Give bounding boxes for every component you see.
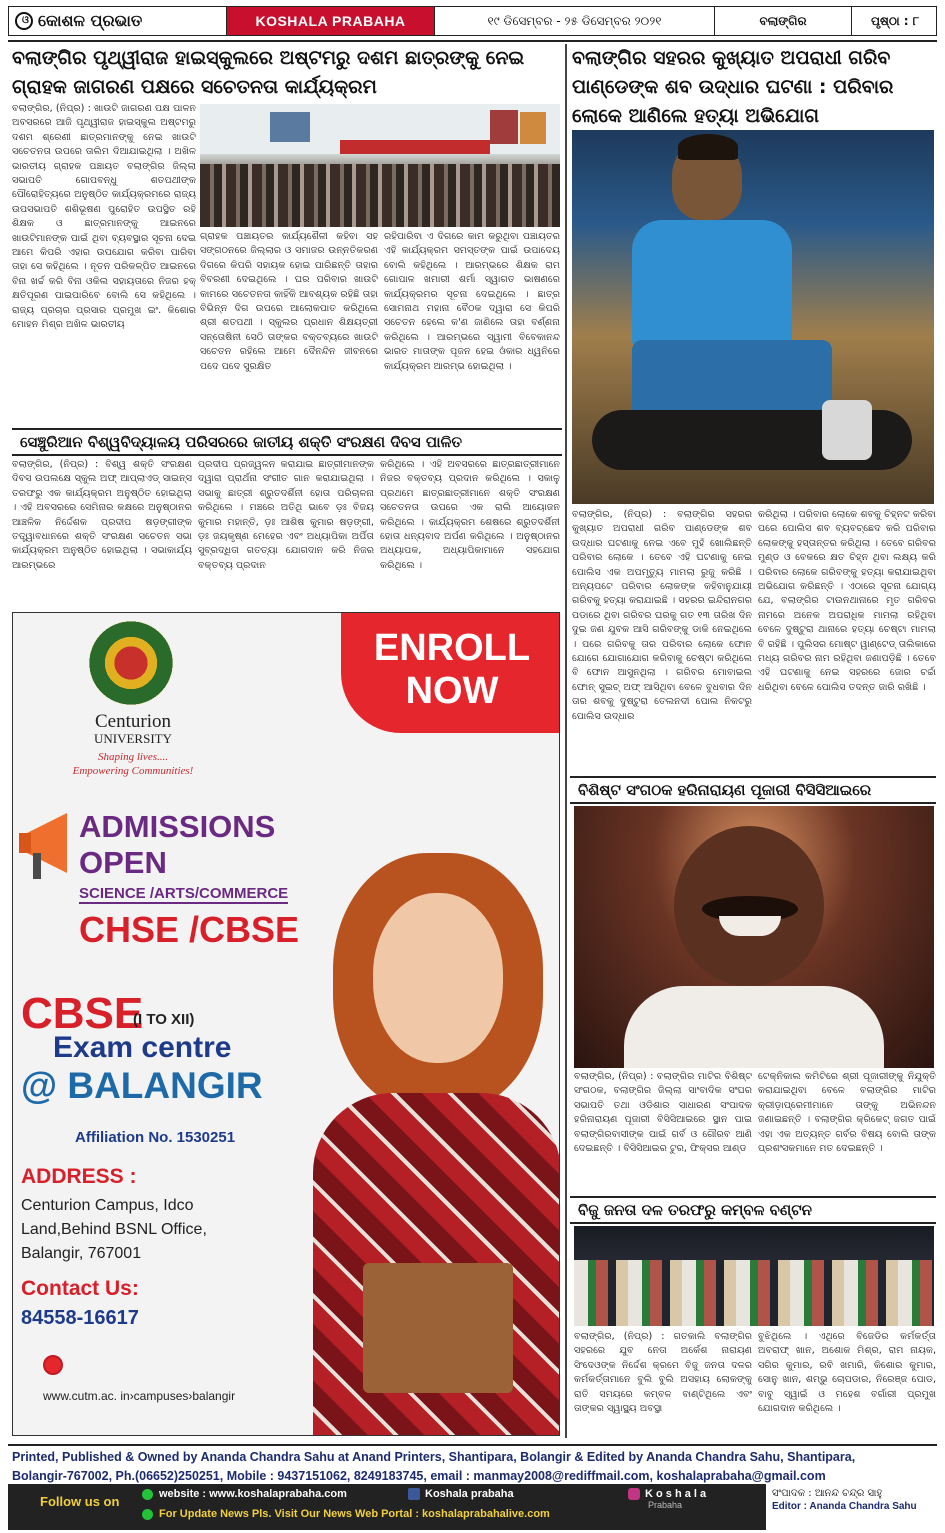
story4-headline: ବିଶିଷ୍ଟ ସଂଗଠକ ହରିନାରାୟଣ ପୂଜାରୀ ବିସିସିଆଇରେ: [570, 776, 936, 804]
masthead-page: ପୃଷ୍ଠା : ୮: [871, 13, 919, 28]
bullet-icon: [142, 1509, 153, 1520]
story3-photo: [572, 130, 934, 504]
story5-photo: [574, 1226, 934, 1326]
logo-icon: ଓ: [15, 12, 33, 30]
centurion-ad[interactable]: ENROLL NOW Centurion UNIVERSITY Shaping lives.... Empowering Communities! ADMISSIONS OPEN SCIENCE /ARTS/COMMERCE CHSE /CBSE CBSE (I TO XII) Exam centre @ BALANGIR Affiliation No. 1530251 ADDRESS : Centurion Campus, Idco Land,Behind BSNL Office, Balangir, 767001 Contact Us: 84558-16617 www.cutm.ac. in›campuses›balangir: [12, 612, 560, 1436]
story4-col2: ଟେକ୍ନିକାଲ କମିଟିରେ ଶ୍ରୀ ପୂଜାରୀଙ୍କୁ ନିଯୁକ୍ତି କରାଯାଇଥିବା ବେଳେ ବଲାଙ୍ଗିର ମାଟିର କ୍ରୀଡ଼ାପ୍ରେମୀମାନେ ତାଙ୍କୁ ଅଭିନନ୍ଦନ ଜଣାଇଛନ୍ତି । ବଲାଙ୍ଗିର କ୍ରିକେଟ୍ ଜଗତ ପାଇଁ ଏହା ଏକ ଅତ୍ୟନ୍ତ ଗର୍ବର ବିଷୟ ବୋଲି ତାଙ୍କ ପ୍ରଶଂସକମାନେ ମତ ଦେଇଛନ୍ତି ।: [758, 1071, 936, 1155]
story2-col1: ବଲାଙ୍ଗିର, (ନିପ୍ର) : ବିଶ୍ୱ ଶକ୍ତି ସଂରକ୍ଷଣ ଦିବସ ଉପଲକ୍ଷେ ସ୍କୁଲ ଅଫ୍ ଆପ୍ଲାଏଡ୍ ସାଇନ୍ସ ତରଫରୁ ଏକ କାର୍ଯ୍ୟକ୍ରମ ଅନୁଷ୍ଠିତ ହୋଇଥିଲା । ଏହି ଅବସରରେ ସେମିନାର କକ୍ଷରେ ଅନୁଷ୍ଠାନର ଆଞ୍ଚଳିକ ନିର୍ଦ୍ଦେଶକ ପ୍ରଦୀପ ଷଡ଼ଙ୍ଗୀଙ୍କ ତତ୍ତ୍ୱାବଧାନରେ ଶକ୍ତି ସଂରକ୍ଷଣ ସଚେତନ ସଭା କାର୍ଯ୍ୟକ୍ରମ ଅନୁଷ୍ଠିତ ହୋଇଥିଲା । ସଭାକାର୍ଯ୍ୟ ଆରମ୍ଭରେ: [12, 459, 192, 571]
story3-col2: କରିଥିଲା । ପରିବାର ଲୋକେ ଶବକୁ ଚିହ୍ନଟ କରିବା ପରେ ପୋଲିସ ଶବ ବ୍ୟବଚ୍ଛେଦ କରି ପରିବାର ଲୋକଙ୍କୁ ହସ୍ତାନ୍ତର କରିଥିଲା । ତେବେ ଗରିବର ମୁଣ୍ଡ ଓ ବେକରେ କ୍ଷତ ଚିହ୍ନ ଥିବା ଲକ୍ଷ୍ୟ କରି ପରିବାର ଲୋକେ ଗରିବଙ୍କୁ ହତ୍ୟା କରାଯାଇଥିବା ଅଭିଯୋଗ କରିଛନ୍ତି । ଏଠାରେ ସୂଚନା ଯୋଗ୍ୟ ଯେ, ବଲାଙ୍ଗିର ଟାଉନଥାନାରେ ମୃତ ଗରିବର ନାମରେ ଅନେକ ଅପରାଧିକ ମାମଲା ରହିଥିବା ବେଳେ ଦୁଷ୍ଟୁରା ଥାନାରେ ହତ୍ୟା ଚେଷ୍ଟା ମାମଲା ବି ରହିଛି । ପୁଲିସର ମୋଷ୍ଟ ୱାଣ୍ଟେଡ୍ ତାଲିକାରେ ମଧ୍ୟ ଗରିବର ନାମ ରହିଥିବା ଜଣାପଡ଼ିଛି । ତେବେ ଏହି ଘଟଣାକୁ ନେଇ ସହରରେ ଜୋର ଚର୍ଚ୍ଚା ଧରିଥିବା ବେଳେ ପୋଲିସ ତଦନ୍ତ ଜାରି ରଖିଛି ।: [758, 509, 936, 693]
instagram-link[interactable]: K o s h a l a: [628, 1488, 706, 1500]
story2-col3: କରିଥିଲେ । ଏହି ଅବସରରେ ଛାତ୍ରଛାତ୍ରୀମାନେ ନିଜର ବକ୍ତବ୍ୟ ପ୍ରଦାନ କରିଥିଲେ । ସକାଳୁ ପ୍ରଥମେ ଛାତ୍ରଛାତ୍ରୀମାନେ ଶକ୍ତି ସଂରକ୍ଷଣ ସଚେତନତା ଉପରେ ଏକ ରାଲି ଆୟୋଜନ କରିଥିଲେ । କାର୍ଯ୍ୟକ୍ରମ ଶେଷରେ ଶ୍ରୁତଦର୍ଶିନୀ ହୋତା ଧନ୍ୟବାଦ ଅର୍ପଣ କରିଥିଲେ । ଅନୁଷ୍ଠାନର ଅଧ୍ୟାପକ, ଅଧ୍ୟାପିକାମାନେ ସହଯୋଗ କରିଥିଲେ ।: [380, 459, 560, 571]
imprint: Printed, Published & Owned by Ananda Chandra Sahu at Anand Printers, Shantipara, Bolangir & Edited by Ananda Chandra Sahu, Shantipara, Bolangir-767002, Ph.(06652)250251, Mobile : 9437151062, 8249183745, email : manmay2008@rediffmail.com, koshalaprabaha@gmail.com: [8, 1444, 937, 1487]
story5-col1: ବଲାଙ୍ଗିର, (ନିପ୍ର) : ଗତକାଲି ବଲାଙ୍ଗିର ସହରରେ ଯୁବ ନେତା ଅର୍କେଶ ନାରାୟଣ ସିଂଦେଓଙ୍କ ନିର୍ଦ୍ଦେଶ କ୍ରମେ ବିଜୁ ଜନତା ଦଳର କର୍ମକର୍ତ୍ତାମାନେ ବୁଲି ବୁଲି ଅସହାୟ ଲୋକଙ୍କୁ ରାତି ସମୟରେ କମ୍ବଳ ବାଣ୍ଟିଥିଲେ ଏବଂ ତାଙ୍କର ସ୍ୱାସ୍ଥ୍ୟ ଅବସ୍ଥା: [574, 1331, 752, 1415]
facebook-link[interactable]: Koshala prabaha: [408, 1488, 514, 1500]
story2-col2: ପ୍ରଦୀପ ପ୍ରଜ୍ୱଳନ କରାଯାଇ ଛାତ୍ରୀମାନଙ୍କ ଦ୍ୱାରା ପ୍ରାର୍ଥନା ସଂଗୀତ ଗାନ କରାଯାଇଥିଲା । ସଭାକୁ ଛାତ୍ରୀ ଶ୍ରୁତଦର୍ଶିନୀ ହୋତା ପରିଚାଳନା କରିଥିଲେ । ମଞ୍ଚରେ ଅତିଥି ଭାବେ ଡ଼ଃ ବିଜୟ କୁମାର ମହାନ୍ତି, ଡ଼ଃ ଆଶିଷ କୁମାର ଷଡ଼ଙ୍ଗୀ, ଡ଼ଃ ଜୟକୃଷ୍ଣ ମେହେର ଏବଂ ଅଧ୍ୟାପିକା ଅର୍ପିତା ସୁବ୍ରଦ୍ଧିତା ଗତତ୍ୟା ଯୋଗଦାନ କରି ନିଜର ବକ୍ତବ୍ୟ ପ୍ରଦାନ: [198, 459, 374, 571]
story4-photo: [574, 806, 934, 1068]
story1-headline: ବଲାଙ୍ଗିର ପୃଥ୍ୱୀରାଜ ହାଇସ୍କୁଲରେ ଅଷ୍ଟମରୁ ଦଶମ ଛାତ୍ରଙ୍କୁ ନେଇ ଗ୍ରାହକ ଜାଗରଣ ପକ୍ଷରେ ସଚେତନତା କାର୍ଯ୍ୟକ୍ରମ: [12, 47, 525, 98]
story5-col2: ବୁଝିଥିଲେ । ଏଥିରେ ବିଜେଡିର କର୍ମକର୍ତ୍ତା ଅବରାଫ୍ ଖାନ, ଅଶୋକ ମିଶ୍ର, ରାମ ନାୟକ, ସଗିର କୁମାର, ରବି ଖମାରି, କିଶୋର କୁମାର, ସୋନୁ ଖାନ, ଶମ୍ଭୁ ଚୋପଡାର, ନିରେଞ୍ଜ ପୋଡ, ବାବୁ ସ୍ୱାଇଁ ଓ ମହେଶ ବର୍ଗାରୀ ପ୍ରମୁଖ ଯୋଗଦାନ କରିଥିଲେ ।: [758, 1331, 936, 1415]
bullet-icon: [142, 1489, 153, 1500]
masthead-rule: [8, 40, 937, 42]
globe-icon: [43, 1355, 63, 1375]
instagram-icon: [628, 1488, 640, 1500]
story2-headline: ସେଞ୍ଚୁରିଆନ ବିଶ୍ୱବିଦ୍ୟାଳୟ ପରିସରରେ ଜାତୀୟ ଶକ୍ତି ସଂରକ୍ଷଣ ଦିବସ ପାଳିତ: [12, 428, 562, 456]
megaphone-icon: [17, 803, 75, 893]
masthead-logo: ଓ କୋଶଳ ପ୍ରଭାତ: [9, 7, 227, 35]
story5-headline: ବିଜୁ ଜନତା ଦଳ ତରଫରୁ କମ୍ବଳ ବଣ୍ଟନ: [570, 1196, 936, 1224]
university-logo: [89, 621, 173, 705]
story1-photo: [200, 104, 560, 227]
website-link[interactable]: website : www.koshalaprabaha.com: [142, 1488, 347, 1500]
story3-col1: ବଲାଙ୍ଗିର, (ନିପ୍ର) : ବଲାଙ୍ଗିର ସହରର କୁଖ୍ୟାତ ଅପରାଧୀ ଗରିବ ପାଣ୍ଡେଙ୍କ ଶବ ଉଦ୍ଧାର ଘଟଣାକୁ ନେଇ ଏବେ ମୁହଁ ଖୋଲିଛନ୍ତି ପରିବାର ଲୋକେ । ତେବେ ଏହି ଘଟଣାକୁ ନେଇ ପୋଲିସ ଏକ ଅପମୃତ୍ୟୁ ମାମଲା ରୁଜୁ କରିଛି । ଅନ୍ୟପଟେ ପରିବାର ଲୋକଙ୍କ କହିବାନୁଯାୟୀ ଗରିବକୁ ହତ୍ୟା କରାଯାଇଛି । ସହରର ଇନ୍ଦିରାନଗର ପଡାରେ ଥିବା ଗରିବର ଘରକୁ ଗତ ୧୩ ତାରିଖ ଦିନ ଦୁଇ ଜଣ ଯୁବକ ଆସି ଗରିବଙ୍କୁ ଡାକି ନେଇଥିଲେ । ପରେ ଗରିବକୁ ତାର ପରିବାର ଲୋକେ ଫୋନ ଯୋଗେ ଯୋଗାଯୋଗ କରିବାକୁ ଚେଷ୍ଟା କରିଥିଲେ ବି ଫୋନ ଆସୁନଥିଲା । ଗରିବର ମୋବାଇଲ ଫୋନ୍ ସୁଇଚ୍ ଅଫ୍ ଆସିଥିବା ବେଳେ ବୁଧବାର ଦିନ ତାର ଶବକୁ ଦୁଷ୍ଟୁରା ତେଲନଦୀ ପୋଲ ନିକଟରୁ ପୋଲିସ ଉଦ୍ଧାର: [572, 509, 752, 722]
news-portal-link[interactable]: For Update News Pls. Visit Our News Web Portal : koshalaprabahalive.com: [142, 1508, 550, 1520]
editor-box: ସଂପାଦକ : ଆନନ୍ଦ ଚନ୍ଦ୍ର ସାହୁ Editor : Ananda Chandra Sahu: [764, 1484, 937, 1530]
contact-phone[interactable]: 84558-16617: [21, 1307, 139, 1329]
masthead-dates: ୧୯ ଡିସେମ୍ବର - ୨୫ ଡିସେମ୍ବର ୨୦୨୧: [435, 7, 715, 35]
facebook-icon: [408, 1488, 420, 1500]
social-bar: Follow us on website : www.koshalaprabaha.com Koshala prabaha K o s h a l a Prabaha For Update News Pls. Visit Our News Web Portal : koshalaprabahalive.com ସଂପାଦକ : ଆନନ୍ଦ ଚନ୍ଦ୍ର ସାହୁ Editor : Ananda Chandra Sahu: [8, 1484, 937, 1530]
story1-col1: ବଲାଙ୍ଗିର, (ନିପ୍ର) : ଖାଉଟି ଜାଗରଣ ପକ୍ଷ ପାଳନ ଅବସରରେ ଆଜି ପୃଥ୍ୱୀରାଜ ହାଇସ୍କୁଲ ଅଷ୍ଟମରୁ ଦଶମ ଶ୍ରେଣୀ ଛାତ୍ରମାନଙ୍କୁ ନେଇ ଖାଉଟି ସଚେତନତା ଉପରେ ତାଲିମ ଦିଆଯାଇଥିଲା । ଅଖିଳ ଭାରତୀୟ ଗ୍ରାହକ ପଞ୍ଚାୟତ ବଲାଙ୍ଗିର ଜିଲ୍ଲା ସଭାପତି ଗୋପବନ୍ଧୁ ଶତପଥୀଙ୍କ ପୌରୋହିତ୍ୟରେ ଅନୁଷ୍ଠିତ କାର୍ଯ୍ୟକ୍ରମରେ ରାଜ୍ୟ ଉପସଭାପତି ଶଶିଭୂଷଣ ପୁରୋହିତ ଉପସ୍ଥିତ ରହି ଶିକ୍ଷକ ଓ ଛାତ୍ରମାନଙ୍କୁ ଆଇନରେ ଖାଉଟିମାନଙ୍କ ପାଇଁ ଥିବା ବ୍ୟବସ୍ଥାର ସୂଚନା ଦେଇ ଆମେ କିପରି ଏହାର ଉପଯୋଗ କରିବା ପାରିବା ତାହା ସେ କହିଥିଲେ । ନୂତନ ପରିକଳ୍ପିତ ଆଇନରେ ବିନା ଖର୍ଚ୍ଚ କରି ବିନା ଓକିଲ ସହାୟତାରେ ନିଜର ହକ୍ କ୍ଷତିପୂରଣ ପାଇପାରିବେ ବୋଲି ସେ କହିଥିଲେ । ରାଜ୍ୟ ପ୍ରଚାର ପ୍ରସାର ପ୍ରମୁଖ ଇଂ. କିଶୋର ମୋହନ ମିଶ୍ର ଅଖିଳ ଭାରତୀୟ: [12, 103, 196, 331]
masthead: [8, 6, 937, 36]
story1-col3: ରହିପାରିବା ଏ ଦିଗରେ କାମ କରୁଥିବା ପଞ୍ଚାୟତର ଏହି କାର୍ଯ୍ୟକ୍ରମ ସମସ୍ତଙ୍କ ପାଇଁ ଉପାଦେୟ ବୋଲି କହିଥିଲେ । ଆରମ୍ଭରେ ଶିକ୍ଷକ ରାମ ଗୋପାଳ ଖମାରୀ ଶର୍ମା ସ୍ୱାଗତ ଭାଷଣରେ କାର୍ଯ୍ୟକ୍ରମର ସୂଚନା ଦେଇଥିଲେ । ଛାତ୍ର ସୋମନାଥ ମହାନା ବୈଠକ ଦ୍ୱାରା ସେ କିପରି ସଚେତନ ହେଲେ କ'ଣ ଜାଣିଲେ ତାହା ବର୍ଣ୍ଣନା କରିଥିଲେ । ଆରମ୍ଭରେ ସ୍ୱାମୀ ବିବେକାନନ୍ଦ ଭାରତ ମାତାଙ୍କ ପୂଜନ ହେଇ ଓଁକାର ଧ୍ୱନିରେ କାର୍ଯ୍ୟକ୍ରମ ଆରମ୍ଭ ହୋଇଥିଲା ।: [384, 231, 560, 372]
story1-col2: ଗ୍ରାହକ ପଞ୍ଚାୟତର କାର୍ଯ୍ୟଶୈଳୀ କହିବା ସହ ସଙ୍ଗଠନରେ ଜିଲ୍ଲାର ଓ ସମାଜର ଉନ୍ନତିକରଣ ଦିଗରେ କିପରି ସହାୟକ ହୋଇ ପାରିଛନ୍ତି ତାହାର ବିବରଣୀ ଦେଇଥିଲେ । ଘର ପରିବାର ଖାଉଟି କାମରେ ସଚେତନତା କାହିଁକି ଆବଶ୍ୟକ ରହିଛି ତାହା ବିଭିନ୍ନ ଦିଗ ଉପରେ ଆଲୋକପାତ କରିଥିଲେ ଶ୍ରୀ ଶତପଥୀ । ସ୍କୁଲର ପ୍ରଧାନ ଶିକ୍ଷୟତ୍ରୀ ସନ୍ତୋଷିନୀ ସେଠି ତାଙ୍କର ବକ୍ତବ୍ୟରେ ଖାଉଟି ସଚେତନ ରହିଲେ ଆମେ ଦୈନନ୍ଦିନ ଜୀବନରେ ପଦେ ପଦେ ସୁରକ୍ଷିତ: [200, 231, 378, 372]
column-divider: [565, 44, 567, 1438]
masthead-location: ବଲାଙ୍ଗିର: [715, 7, 852, 35]
student-photo: [293, 843, 560, 1436]
ad-website-link[interactable]: www.cutm.ac. in›campuses›balangir: [43, 1389, 236, 1403]
masthead-brand: KOSHALA PRABAHA: [227, 7, 435, 35]
story3-headline: ବଲାଙ୍ଗିର ସହରର କୁଖ୍ୟାତ ଅପରାଧୀ ଗରିବ ପାଣ୍ଡେଙ୍କ ଶବ ଉଦ୍ଧାର ଘଟଣା : ପରିବାର ଲୋକେ ଆଣିଲେ ହତ୍ୟା ଅଭିଯୋଗ: [572, 47, 894, 127]
enroll-badge[interactable]: ENROLL NOW: [341, 613, 560, 733]
story4-col1: ବଲାଙ୍ଗିର, (ନିପ୍ର) : ବଲାଙ୍ଗିର ମାଟିର ବିଶିଷ୍ଟ ସଂଗଠକ, ବଲାଙ୍ଗିର ଜିଲ୍ଲା ସାଂବାଦିକ ସଂଘର ସଭାପତି ତଥା ଓଡିଶାର ସାଧାରଣ ସଂପାଦକ ହରିନାରାୟଣ ପୂଜାରୀ ବିସିସିଆଇରେ ସ୍ଥାନ ପାଇ ବଲାଙ୍ଗିରବାସୀଙ୍କ ପାଇଁ ଗର୍ବ ଓ ଗୌରବ ଆଣି ଦେଇଛନ୍ତି । ବିସିସିଆଇର ଟୁର, ଫିକ୍ସର ଆଣ୍ଡ: [574, 1071, 752, 1155]
